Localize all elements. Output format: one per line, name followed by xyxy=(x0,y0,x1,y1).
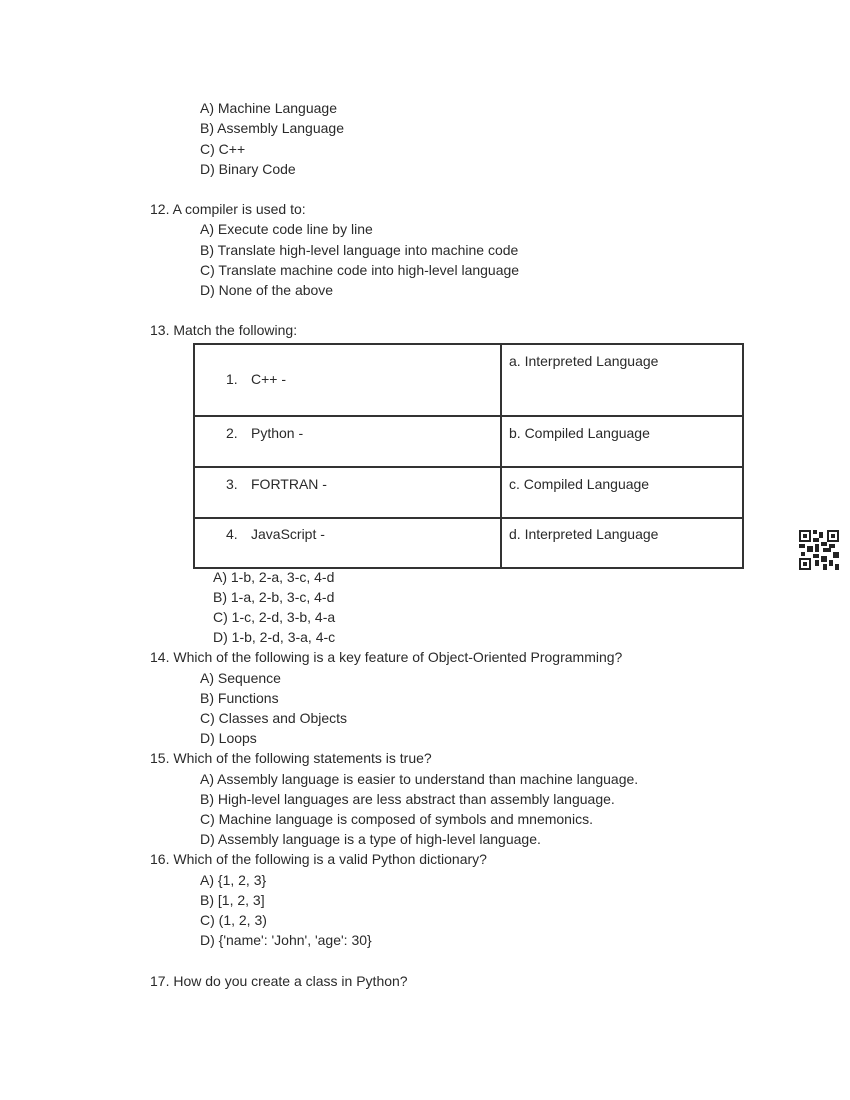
item-number: 3. xyxy=(226,476,238,492)
q12-option-d: D) None of the above xyxy=(200,282,334,298)
q15-option-d: D) Assembly language is a type of high-level language. xyxy=(200,831,541,847)
q13-option-d: D) 1-b, 2-d, 3-a, 4-c xyxy=(213,629,336,645)
q14-option-c: C) Classes and Objects xyxy=(200,710,348,726)
q15-question: 15. Which of the following statements is true? xyxy=(150,750,432,766)
q11-option-c: C) C++ xyxy=(200,141,246,157)
q12-option-b: B) Translate high-level language into machine code xyxy=(200,242,519,258)
q15-option-b: B) High-level languages are less abstract than assembly language. xyxy=(200,791,615,807)
q12-option-a: A) Execute code line by line xyxy=(200,221,373,237)
item-left: Python - xyxy=(251,425,304,441)
q11-option-b: B) Assembly Language xyxy=(200,120,344,136)
q11-option-a: A) Machine Language xyxy=(200,100,337,116)
item-number: 4. xyxy=(226,526,238,542)
q16-option-a: A) {1, 2, 3} xyxy=(200,872,267,888)
q11-option-d: D) Binary Code xyxy=(200,161,296,177)
q15-option-a: A) Assembly language is easier to understand than machine language. xyxy=(200,771,639,787)
q14-option-d: D) Loops xyxy=(200,730,257,746)
match-row xyxy=(194,467,743,518)
q12-question: 12. A compiler is used to: xyxy=(150,201,306,217)
q15-option-c: C) Machine language is composed of symbols and mnemonics. xyxy=(200,811,593,827)
q13-option-a: A) 1-b, 2-a, 3-c, 4-d xyxy=(213,569,335,585)
item-left: C++ - xyxy=(251,371,287,387)
q16-option-d: D) {'name': 'John', 'age': 30} xyxy=(200,932,372,948)
q16-option-b: B) [1, 2, 3] xyxy=(200,892,265,908)
match-row xyxy=(194,344,743,416)
item-left: FORTRAN - xyxy=(251,476,327,492)
q17-question: 17. How do you create a class in Python? xyxy=(150,973,408,989)
match-row xyxy=(194,518,743,568)
match-table xyxy=(193,343,744,569)
item-left: JavaScript - xyxy=(251,526,325,542)
q12-option-c: C) Translate machine code into high-level language xyxy=(200,262,520,278)
qr-code-icon xyxy=(799,530,839,570)
q14-option-b: B) Functions xyxy=(200,690,279,706)
q14-question: 14. Which of the following is a key feature of Object-Oriented Programming? xyxy=(150,649,623,665)
item-number: 1. xyxy=(226,371,238,387)
q14-option-a: A) Sequence xyxy=(200,670,281,686)
item-right: b. Compiled Language xyxy=(501,416,743,467)
q16-question: 16. Which of the following is a valid Python dictionary? xyxy=(150,851,487,867)
q13-option-c: C) 1-c, 2-d, 3-b, 4-a xyxy=(213,609,336,625)
q13-question: 13. Match the following: xyxy=(150,322,298,338)
q16-option-c: C) (1, 2, 3) xyxy=(200,912,267,928)
item-right: d. Interpreted Language xyxy=(501,518,743,568)
item-right: c. Compiled Language xyxy=(501,467,743,518)
q13-option-b: B) 1-a, 2-b, 3-c, 4-d xyxy=(213,589,335,605)
match-row xyxy=(194,416,743,467)
item-number: 2. xyxy=(226,425,238,441)
item-right: a. Interpreted Language xyxy=(501,344,743,416)
